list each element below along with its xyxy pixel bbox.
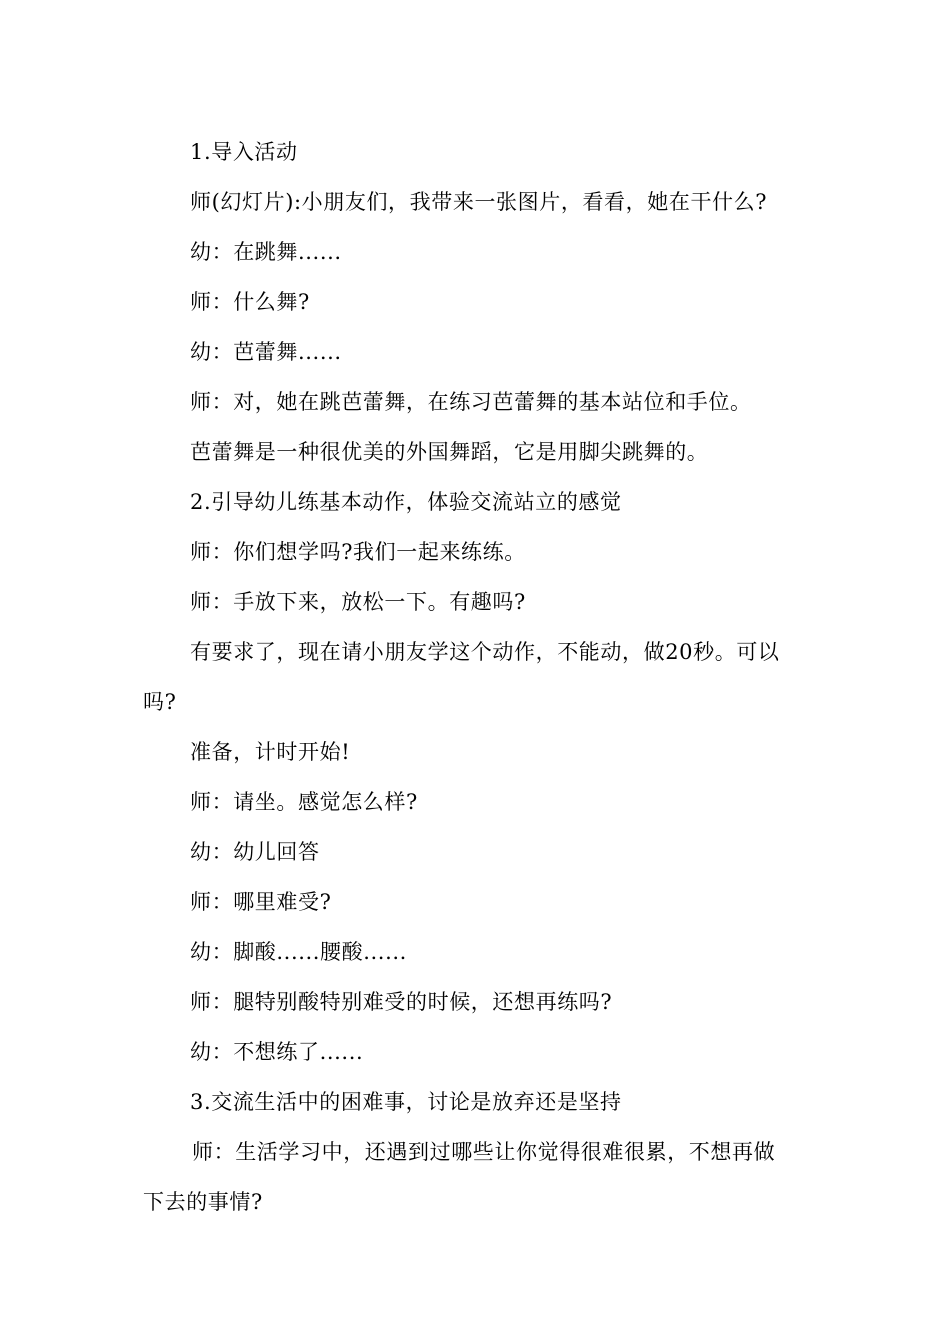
section-heading-2: 2.引导幼儿练基本动作，体验交流站立的感觉 bbox=[190, 490, 622, 514]
paragraph-line: 芭蕾舞是一种很优美的外国舞蹈，它是用脚尖跳舞的。 bbox=[190, 440, 709, 464]
paragraph-line: 幼：不想练了...... bbox=[190, 1040, 364, 1064]
paragraph-line: 师(幻灯片):小朋友们，我带来一张图片，看看，她在干什么? bbox=[190, 190, 768, 214]
section-heading-1: 1.导入活动 bbox=[190, 140, 298, 164]
paragraph-line: 师：生活学习中，还遇到过哪些让你觉得很难很累，不想再做 bbox=[192, 1140, 776, 1164]
paragraph-line: 幼：脚酸......腰酸...... bbox=[190, 940, 407, 964]
paragraph-line: 师：什么舞? bbox=[190, 290, 310, 314]
paragraph-line: 幼：在跳舞...... bbox=[190, 240, 342, 264]
paragraph-line: 准备，计时开始! bbox=[190, 740, 351, 764]
paragraph-line: 下去的事情? bbox=[143, 1190, 263, 1214]
paragraph-line: 有要求了，现在请小朋友学这个动作，不能动，做20秒。可以 bbox=[190, 640, 780, 664]
paragraph-line: 师：腿特别酸特别难受的时候，还想再练吗? bbox=[190, 990, 613, 1014]
paragraph-line: 师：哪里难受? bbox=[190, 890, 332, 914]
paragraph-line: 师：手放下来，放松一下。有趣吗? bbox=[190, 590, 526, 614]
paragraph-line: 幼：芭蕾舞...... bbox=[190, 340, 342, 364]
paragraph-line: 幼：幼儿回答 bbox=[190, 840, 320, 864]
paragraph-line: 师：对，她在跳芭蕾舞，在练习芭蕾舞的基本站位和手位。 bbox=[190, 390, 752, 414]
section-heading-3: 3.交流生活中的困难事，讨论是放弃还是坚持 bbox=[190, 1090, 622, 1114]
paragraph-line: 吗? bbox=[143, 690, 177, 714]
paragraph-line: 师：你们想学吗?我们一起来练练。 bbox=[190, 540, 526, 564]
paragraph-line: 师：请坐。感觉怎么样? bbox=[190, 790, 418, 814]
